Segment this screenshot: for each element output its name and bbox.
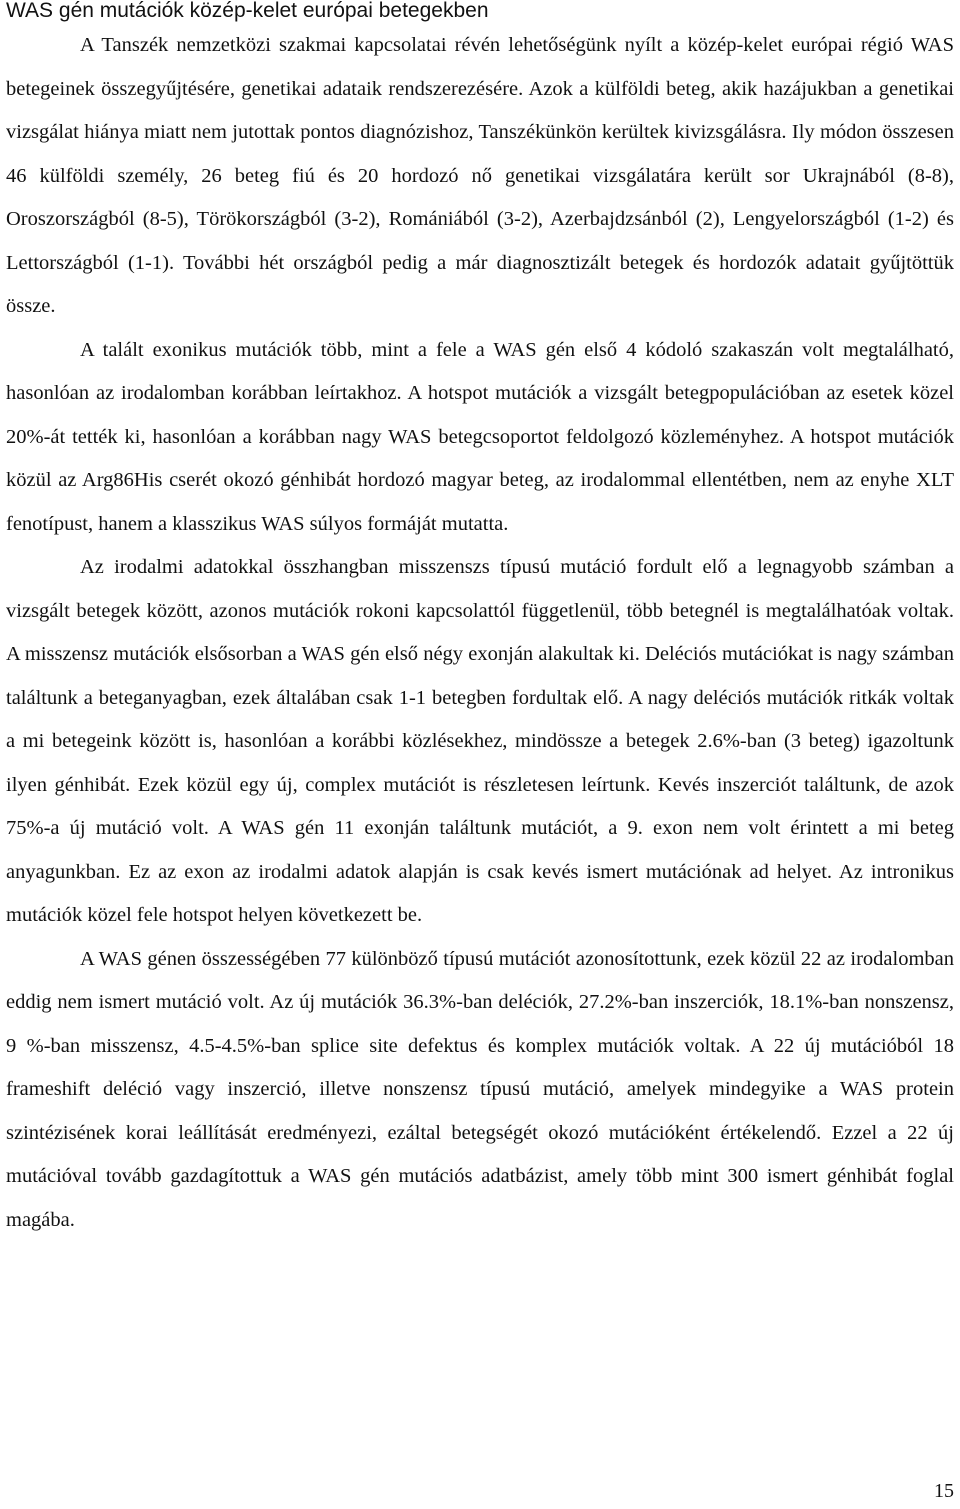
page-number: 15 bbox=[934, 1480, 954, 1502]
paragraph: A WAS génen összességében 77 különböző típusú mutációt azonosítottunk, ezek közül 22 az irodalomban eddig nem ismert mutáció volt. Az új mutációk 36.3%-ban deléciók, 27.2%-ban inszerciók, 18.1%-ban nonszensz, 9 %-ban misszensz, 4.5-4.5%-ban splice site defektus és komplex mutációk voltak. A 22 új mutációból 18 frameshift deléció vagy inszerció, illetve nonszensz típusú mutáció, amelyek mindegyike a WAS protein szintézisének korai leállítását eredményezi, ezáltal betegségét okozó mutációként értékelendő. Ezzel a 22 új mutációval tovább gazdagítottuk a WAS gén mutációs adatbázist, amely több mint 300 ismert génhibát foglal magába. bbox=[6, 947, 954, 1231]
document-body bbox=[6, 24, 954, 1242]
section-heading: WAS gén mutációk közép-kelet európai betegekben bbox=[6, 0, 489, 22]
paragraph: Az irodalmi adatokkal összhangban misszenszs típusú mutáció fordult elő a legnagyobb számban a vizsgált betegek között, azonos mutációk rokoni kapcsolattól függetlenül, több betegnél is megtalálhatóak voltak. A misszensz mutációk elsősorban a WAS gén első négy exonján alakultak ki. Deléciós mutációkat is nagy számban találtunk a beteganyagban, ezek általában csak 1-1 betegben fordultak elő. A nagy deléciós mutációk ritkák voltak a mi betegeink között is, hasonlóan a korábbi közlésekhez, mindössze a betegek 2.6%-ban (3 beteg) igazoltunk ilyen génhibát. Ezek közül egy új, complex mutációt is részletesen leírtunk. Kevés inszerciót találtunk, de azok 75%-a új mutáció volt. A WAS gén 11 exonján találtunk mutációt, a 9. exon nem volt érintett a mi beteg anyagunkban. Ez az exon az irodalmi adatok alapján is csak kevés ismert mutációnak ad helyet. Az intronikus mutációk közel fele hotspot helyen következett be. bbox=[6, 556, 954, 926]
paragraph: A talált exonikus mutációk több, mint a fele a WAS gén első 4 kódoló szakaszán volt megtalálható, hasonlóan az irodalomban korábban leírtakhoz. A hotspot mutációk a vizsgált betegpopulációban az esetek közel 20%-át tették ki, hasonlóan a korábban nagy WAS betegcsoportot feldolgozó közleményhez. A hotspot mutációk közül az Arg86His cserét okozó génhibát hordozó magyar beteg, az irodalommal ellentétben, nem az enyhe XLT fenotípust, hanem a klasszikus WAS súlyos formáját mutatta. bbox=[6, 338, 954, 535]
paragraph: A Tanszék nemzetközi szakmai kapcsolatai révén lehetőségünk nyílt a közép-kelet európai régió WAS betegeinek összegyűjtésére, genetikai adataik rendszerezésére. Azok a külföldi beteg, akik hazájukban a genetikai vizsgálat hiánya miatt nem jutottak pontos diagnózishoz, Tanszékünkön kerültek kivizsgálásra. Ily módon összesen 46 külföldi személy, 26 beteg fiú és 20 hordozó nő genetikai vizsgálatára került sor Ukrajnából (8-8), Oroszországból (8-5), Törökországból (3-2), Romániából (3-2), Azerbajdzsánból (2), Lengyelországból (1-2) és Lettországból (1-1). További hét országból pedig a már diagnosztizált betegek és hordozók adatait gyűjtöttük össze. bbox=[6, 34, 954, 317]
